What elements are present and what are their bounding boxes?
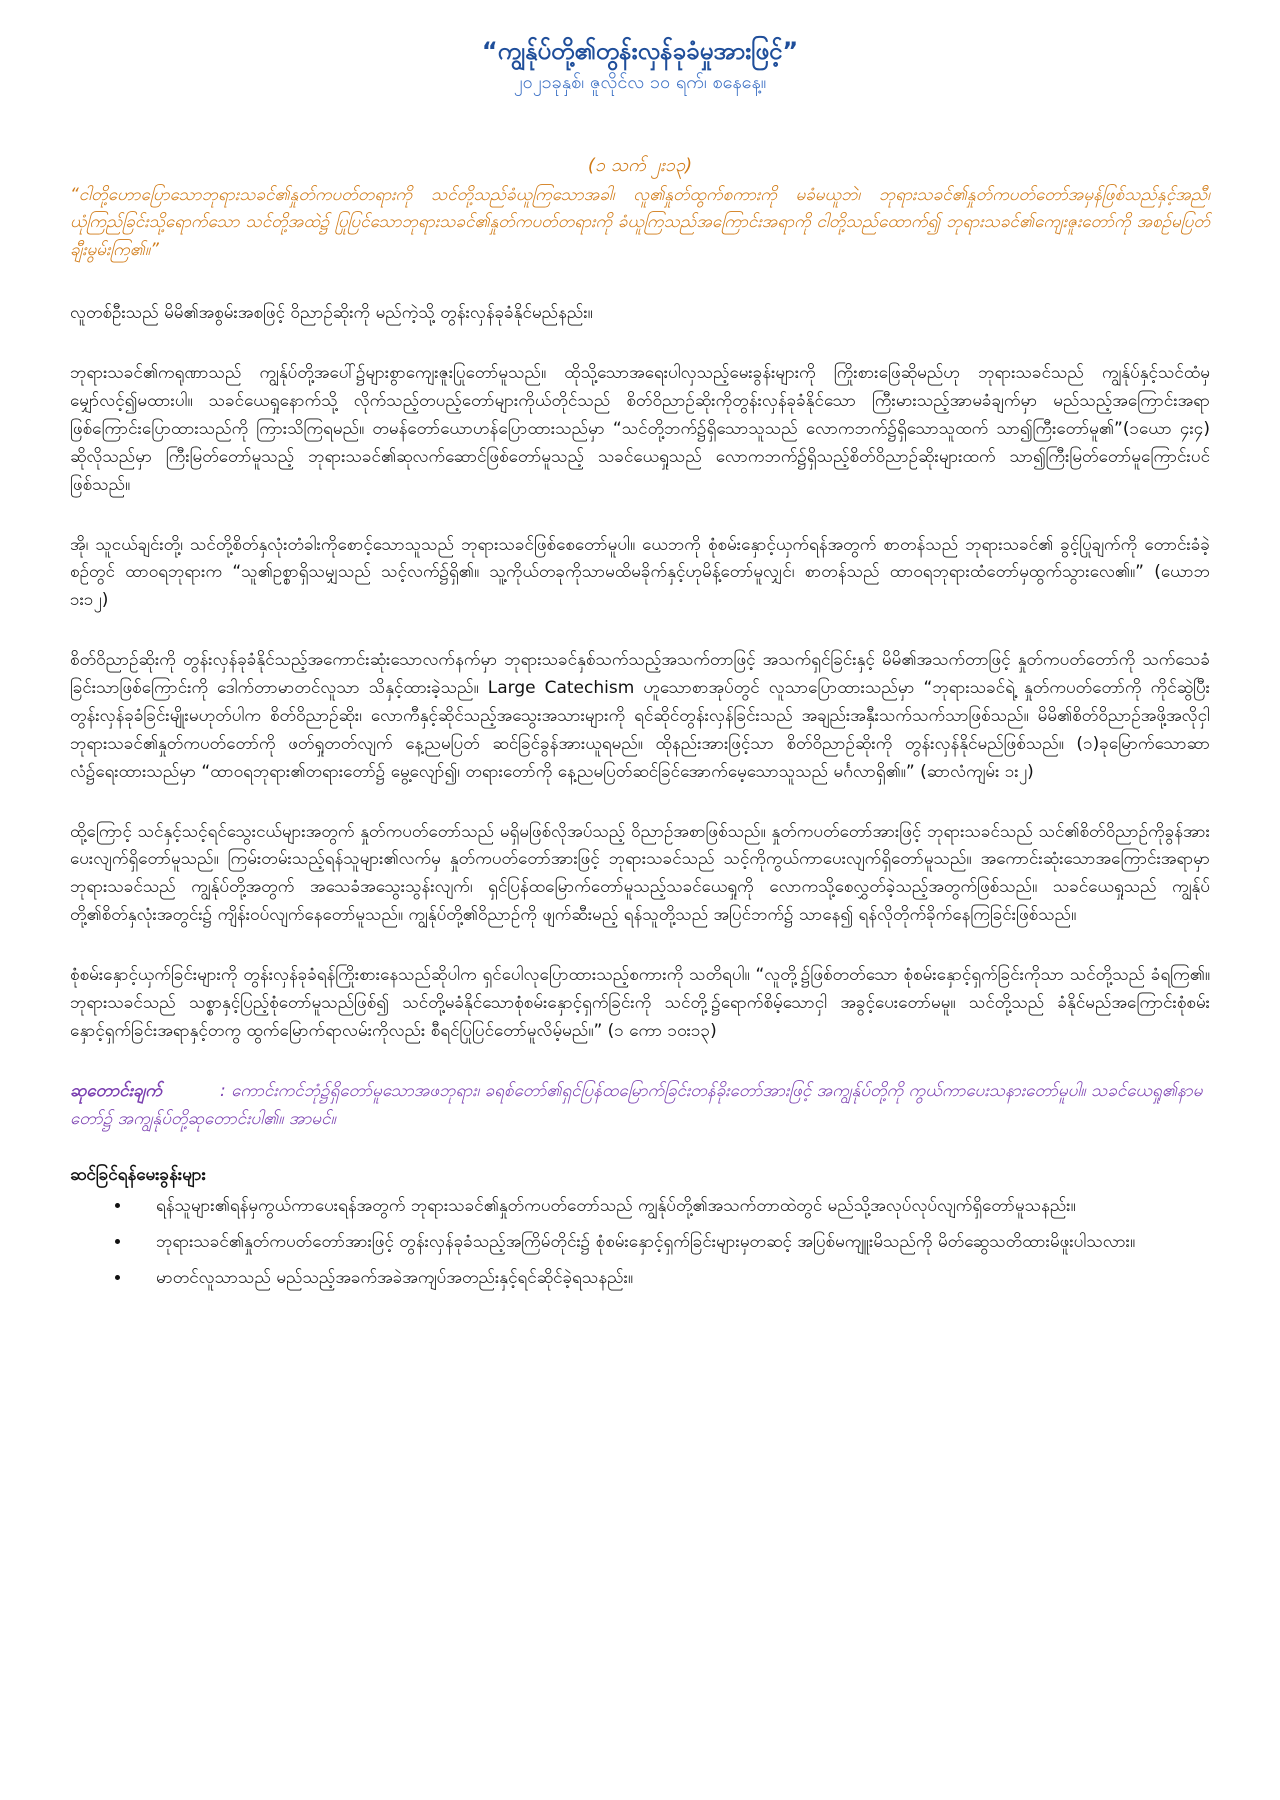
- paragraph-2: ဘုရားသခင်၏ကရုဏာသည် ကျွန်ုပ်တို့အပေါ်၌များစွာကျေးဇူးပြုတော်မူသည်။ ထိုသို့သောအရေးပါလှသည့်မေးခွန်းများကို ကြိုးစားဖြေဆိုမည်ဟု ဘုရားသခင်သည် ကျွန်ုပ်နှင့်သင်ထံမှမျှော်လင့်၍မထားပါ။ သခင်ယေရှုနောက်သို့ လိုက်သည့်တပည့်တော်များကိုယ်တိုင်သည် စိတ်ဝိညာဉ်ဆိုးကိုတွန်းလှန်ခုခံနိုင်သော ကြီးမားသည့်အာမခံချက်မှာ မည်သည့်အကြောင်းအရာဖြစ်ကြောင်းပြောထားသည်ကို ကြားသိကြရမည်။ တမန်တော်ယောဟန်ပြောထားသည်မှာ “သင်တို့ဘက်၌ရှိသောသူသည် လောကဘက်၌ရှိသောသူထက် သာ၍ကြီးတော်မူ၏”(၁ယော ၄း၄) ဆိုလိုသည်မှာ ကြီးမြတ်တော်မူသည့် ဘုရားသခင်၏ဆုလက်ဆောင်ဖြစ်တော်မူသည့် သခင်ယေရှုသည် လောကဘက်၌ရှိသည့်စိတ်ဝိညာဉ်ဆိုးများထက် သာ၍ကြီးမြတ်တော်မူကြောင်းပင်ဖြစ်သည်။: [70, 363, 1210, 495]
- page-date: ၂၀၂၁ခုနှစ်၊ ဇူလိုင်လ ၁၀ ရက်၊ စနေနေ့။: [513, 72, 767, 94]
- questions-list: [70, 1193, 1210, 1293]
- question-item: • ရန်သူများ၏ရန်မှကွယ်ကာပေးရန်အတွက် ဘုရားသခင်၏နှုတ်ကပတ်တော်သည် ကျွန်ုပ်တို့၏အသက်တာထဲတွင် မည်သို့အလုပ်လုပ်လျက်ရှိတော်မူသနည်း။: [132, 1193, 1210, 1221]
- paragraph-5: ထို့ကြောင့် သင်နှင့်သင့်ရင်သွေးငယ်များအတွက် နှုတ်ကပတ်တော်သည် မရှိမဖြစ်လိုအပ်သည့် ဝိညာဉ်အစာဖြစ်သည်။ နှုတ်ကပတ်တော်အားဖြင့် ဘုရားသခင်သည် သင်၏စိတ်ဝိညာဉ်ကိုခွန်အားပေးလျက်ရှိတော်မူသည်။ ကြမ်းတမ်းသည့်ရန်သူများ၏လက်မှ နှုတ်ကပတ်တော်အားဖြင့် ဘုရားသခင်သည် သင့်ကိုကွယ်ကာပေးလျက်ရှိတော်မူသည်။ အကောင်းဆုံးသောအကြောင်းအရာမှာ ဘုရားသခင်သည် ကျွန်ုပ်တို့အတွက် အသေခံအသွေးသွန်းလျက်၊ ရှင်ပြန်ထမြောက်တော်မူသည့်သခင်ယေရှုကို လောကသို့စေလွှတ်ခဲ့သည့်အတွက်ဖြစ်သည်။ သခင်ယေရှုသည် ကျွန်ုပ်တို့၏စိတ်နှလုံးအတွင်း၌ ကျိန်းဝပ်လျက်နေတော်မူသည်။ ကျွန်ုပ်တို့၏ဝိညာဉ်ကို ဖျက်ဆီးမည့် ရန်သူတို့သည် အပြင်ဘက်၌ သာနေ၍ ရန်လိုတိုက်ခိုက်နေကြခြင်းဖြစ်သည်။: [70, 821, 1210, 926]
- paragraph-3: အို၊ သူငယ်ချင်းတို့၊ သင်တို့စိတ်နှလုံးတံခါးကိုစောင့်သောသူသည် ဘုရားသခင်ဖြစ်စေတော်မူပါ။ ယေဘကို စုံစမ်းနှောင့်ယှက်ရန်အတွက် စာတန်သည် ဘုရားသခင်၏ ခွင့်ပြုချက်ကို တောင်းခံခဲ့စဉ်တွင် ထာဝရဘုရားက “သူ၏ဥစ္စာရှိသမျှသည် သင့်လက်၌ရှိ၏။ သူ့ကိုယ်တခုကိုသာမထိမခိုက်နှင့်ဟုမိန့်တော်မူလျှင်၊ စာတန်သည် ထာဝရဘုရားထံတော်မှထွက်သွားလေ၏။” (ယောဘ ၁း၁၂): [70, 534, 1210, 611]
- verse-text: “ငါတို့ဟောပြောသောဘုရားသခင်၏နှုတ်ကပတ်တရားကို သင်တို့သည်ခံယူကြသောအခါ၊ လူ၏နှုတ်ထွက်စကားကို မခံမယူဘဲ၊ ဘုရားသခင်၏နှုတ်ကပတ်တော်အမှန်ဖြစ်သည်နှင့်အညီ၊ ယုံကြည်ခြင်းသို့ရောက်သော သင်တို့အထဲ၌ ပြုပြင်သောဘုရားသခင်၏နှုတ်ကပတ်တရားကို ခံယူကြသည်အကြောင်းအရာကို ငါတို့သည်ထောက်၍ ဘုရားသခင်၏ကျေးဇူးတော်ကို အစဉ်မပြတ်ချီးမွမ်းကြ၏။”: [70, 184, 1210, 260]
- question-item: • ဘုရားသခင်၏နှုတ်ကပတ်တော်အားဖြင့် တွန်းလှန်ခုခံသည့်အကြိမ်တိုင်း၌ စုံစမ်းနှောင့်ရှက်ခြင်းများမှတဆင့် အပြစ်မကျူးမိသည်ကို မိတ်ဆွေသတိထားမိဖူးပါသလား။: [132, 1229, 1210, 1257]
- prayer-text: : ကောင်းကင်ဘုံ၌ရှိတော်မူသောအဖဘုရား၊ ခရစ်တော်၏ရှင်ပြန်ထမြောက်ခြင်းတန်ခိုးတော်အားဖြင့် အကျွန်ုပ်တို့ကို ကွယ်ကာပေးသနားတော်မူပါ။ သခင်ယေရှု၏နာမတော်၌ အကျွန်ုပ်တို့ဆုတောင်းပါ၏။ အာမင်။: [70, 1080, 1203, 1129]
- prayer: [70, 1078, 1210, 1134]
- paragraph-4: စိတ်ဝိညာဉ်ဆိုးကို တွန်းလှန်ခုခံနိုင်သည့်အကောင်းဆုံးသောလက်နက်မှာ ဘုရားသခင်နှစ်သက်သည့်အသက်တာဖြင့် အသက်ရှင်ခြင်းနှင့် မိမိ၏အသက်တာဖြင့် နှုတ်ကပတ်တော်ကို သက်သေခံခြင်းသာဖြစ်ကြောင်းကို ဒေါက်တာမာတင်လူသာ သိနှင့်ထားခဲ့သည်။ Large Catechism ဟူသောစာအုပ်တွင် လူသာပြောထားသည်မှာ “ဘုရားသခင်ရဲ့ နှုတ်ကပတ်တော်ကို ကိုင်ဆွဲပြီးတွန်းလှန်ခုခံခြင်းမျိုးမဟုတ်ပါက စိတ်ဝိညာဉ်ဆိုး၊ လောကီနှင့်ဆိုင်သည့်အသွေးအသားများကို ရင်ဆိုင်တွန်းလှန်ခြင်းသည် အချည်းအနှီးသက်သက်သာဖြစ်သည်။ မိမိ၏စိတ်ဝိညာဉ်အဖို့အလိုငှါ ဘုရားသခင်၏နှုတ်ကပတ်တော်ကို ဖတ်ရှုတတ်လျက် နေ့ညမပြတ် ဆင်ခြင်ခွန်အားယူရမည်။ ထိုနည်းအားဖြင့်သာ စိတ်ဝိညာဉ်ဆိုးကို တွန်းလှန်နိုင်မည်ဖြစ်သည်။ (၁)ခုမြောက်သောဆာလံ၌ရေးထားသည်မှာ “ထာဝရဘုရား၏တရားတော်၌ မွေ့လျော်၍၊ တရားတော်ကို နေ့ညမပြတ်ဆင်ခြင်အောက်မေ့သောသူသည် မင်္ဂလာရှိ၏။” (ဆာလံကျမ်း ၁း၂): [70, 650, 1210, 782]
- devotional-page: [70, 36, 1210, 1301]
- paragraph-6: စုံစမ်းနှောင့်ယှက်ခြင်းများကို တွန်းလှန်ခုခံရန်ကြိုးစားနေသည်ဆိုပါက ရှင်ပေါလုပြောထားသည့်စကားကို သတိရပါ။ “လူတို့၌ဖြစ်တတ်သော စုံစမ်းနှောင့်ရှက်ခြင်းကိုသာ သင်တို့သည် ခံရကြ၏။ ဘုရားသခင်သည် သစ္စာနှင့်ပြည့်စုံတော်မူသည်ဖြစ်၍ သင်တို့မခံနိုင်သောစုံစမ်းနှောင့်ရှက်ခြင်းကို သင်တို့၌ရောက်စိမ့်သောငှါ အခွင့်ပေးတော်မမူ။ သင်တို့သည် ခံနိုင်မည်အကြောင်းစုံစမ်းနှောင့်ရှက်ခြင်းအရာနှင့်တကွ ထွက်မြောက်ရာလမ်းကိုလည်း စီရင်ပြုပြင်တော်မူလိမ့်မည်။” (၁ ကော ၁၀း၁၃): [70, 965, 1210, 1041]
- question-item: • မာတင်လူသာသည် မည်သည့်အခက်အခဲအကျပ်အတည်းနှင့်ရင်ဆိုင်ခဲ့ရသနည်း။: [132, 1265, 1210, 1293]
- paragraph-1: လူတစ်ဦးသည် မိမိ၏အစွမ်းအစဖြင့် ဝိညာဉ်ဆိုးကို မည်ကဲ့သို့ တွန်းလှန်ခုခံနိုင်မည်နည်း။: [70, 303, 593, 324]
- prayer-label: ဆုတောင်းချက်: [70, 1080, 162, 1101]
- verse-reference: (၁ သက် ၂း၁၃): [587, 154, 693, 176]
- questions-heading: ဆင်ခြင်ရန်မေးခွန်းများ: [70, 1165, 206, 1186]
- page-title: “ကျွန်ုပ်တို့၏တွန်းလှန်ခုခံမှုအားဖြင့်”: [481, 37, 799, 65]
